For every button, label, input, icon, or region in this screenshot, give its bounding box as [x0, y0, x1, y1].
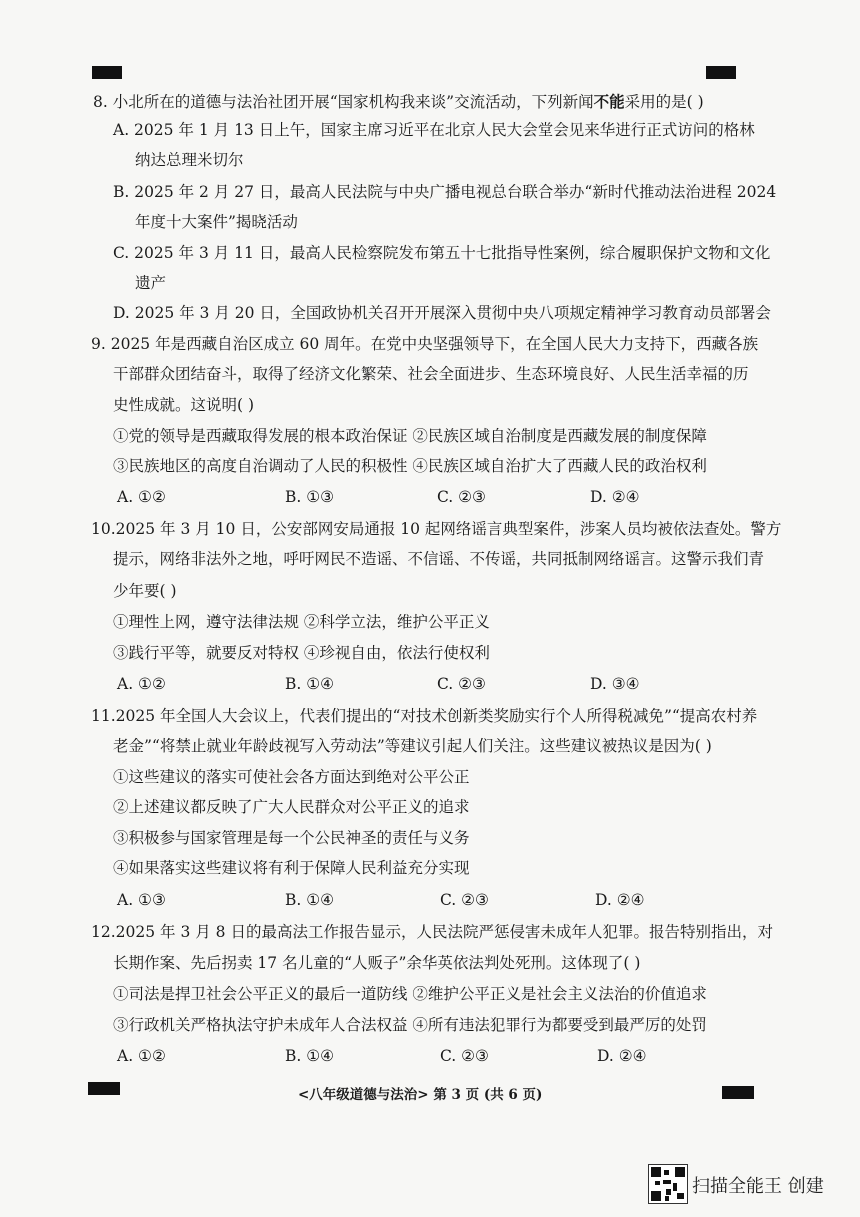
question-9-statements-3-4: ③民族地区的高度自治调动了人民的积极性 ④民族区域自治扩大了西藏人民的政治权利 — [113, 457, 707, 475]
question-11-choice-c: C. ②③ — [440, 891, 489, 909]
page-footer: <八年级道德与法治> 第 3 页 (共 6 页) — [298, 1087, 543, 1103]
question-8-stem-part1: 8. 小北所在的道德与法治社团开展“国家机构我来谈”交流活动，下列新闻 — [93, 93, 594, 111]
question-9-choice-b: B. ①③ — [285, 488, 335, 506]
question-11-statement-2: ②上述建议都反映了广大人民群众对公平正义的追求 — [113, 798, 470, 816]
question-10-statements-1-2: ①理性上网，遵守法律法规 ②科学立法，维护公平正义 — [113, 613, 490, 631]
question-9-stem-line2: 干部群众团结奋斗，取得了经济文化繁荣、社会全面进步、生态环境良好、人民生活幸福的历 — [113, 365, 749, 383]
question-11-choice-a: A. ①③ — [117, 891, 166, 909]
question-8-option-c-line2: 遗产 — [135, 274, 167, 292]
question-11-stem-line2: 老金”“将禁止就业年龄歧视写入劳动法”等建议引起人们关注。这些建议被热议是因为( ) — [113, 737, 712, 755]
question-8-option-b-line1: B. 2025 年 2 月 27 日，最高人民法院与中央广播电视总台联合举办“新时代推动法治进程 2024 — [113, 183, 777, 201]
question-10-choice-c: C. ②③ — [437, 675, 486, 693]
question-8-stem-part2: 采用的是( ) — [624, 93, 704, 111]
scanner-watermark: 扫描全能王 创建 — [692, 1176, 824, 1197]
registration-mark-bottom-left — [88, 1082, 120, 1095]
question-9-choice-d: D. ②④ — [590, 488, 640, 506]
question-12-statements-1-2: ①司法是捍卫社会公平正义的最后一道防线 ②维护公平正义是社会主义法治的价值追求 — [113, 985, 707, 1003]
question-8-option-d: D. 2025 年 3 月 20 日，全国政协机关召开开展深入贯彻中央八项规定精神学习教育动员部署会 — [113, 304, 771, 322]
question-10-choice-b: B. ①④ — [285, 675, 335, 693]
question-12-choice-c: C. ②③ — [440, 1047, 489, 1065]
question-11-statement-3: ③积极参与国家管理是每一个公民神圣的责任与义务 — [113, 829, 470, 847]
question-12-choice-b: B. ①④ — [285, 1047, 335, 1065]
question-8-option-c-line1: C. 2025 年 3 月 11 日，最高人民检察院发布第五十七批指导性案例，综合履职保护文物和文化 — [113, 244, 771, 262]
question-9-stem-line1: 9. 2025 年是西藏自治区成立 60 周年。在党中央坚强领导下，在全国人民大力支持下，西藏各族 — [91, 335, 759, 353]
question-11-statement-1: ①这些建议的落实可使社会各方面达到绝对公平公正 — [113, 768, 470, 786]
registration-mark-bottom-right — [722, 1086, 754, 1099]
question-10-stem-line1: 10.2025 年 3 月 10 日，公安部网安局通报 10 起网络谣言典型案件，涉案人员均被依法查处。警方 — [91, 520, 782, 538]
question-10-stem-line2: 提示，网络非法外之地，呼吁网民不造谣、不信谣、不传谣，共同抵制网络谣言。这警示我们青 — [113, 550, 765, 568]
question-12-stem-line1: 12.2025 年 3 月 8 日的最高法工作报告显示，人民法院严惩侵害未成年人犯罪。报告特别指出，对 — [91, 923, 773, 941]
question-8-option-b-line2: 年度十大案件”揭晓活动 — [135, 213, 298, 231]
question-10-stem-line3: 少年要( ) — [113, 582, 177, 600]
question-12-statements-3-4: ③行政机关严格执法守护未成年人合法权益 ④所有违法犯罪行为都要受到最严厉的处罚 — [113, 1016, 707, 1034]
question-9-statements-1-2: ①党的领导是西藏取得发展的根本政治保证 ②民族区域自治制度是西藏发展的制度保障 — [113, 427, 707, 445]
question-11-choice-b: B. ①④ — [285, 891, 335, 909]
question-9-choice-a: A. ①② — [117, 488, 166, 506]
question-12-choice-d: D. ②④ — [597, 1047, 647, 1065]
question-8-option-a-line1: A. 2025 年 1 月 13 日上午，国家主席习近平在北京人民大会堂会见来华进行正式访问的格林 — [113, 121, 755, 139]
question-10-choice-a: A. ①② — [117, 675, 166, 693]
question-9-choice-c: C. ②③ — [437, 488, 486, 506]
registration-mark-top-left — [92, 66, 122, 79]
qr-code-icon — [648, 1164, 688, 1204]
question-9-stem-line3: 史性成就。这说明( ) — [113, 396, 255, 414]
question-8-option-a-line2: 纳达总理米切尔 — [135, 151, 244, 169]
question-10-choice-d: D. ③④ — [590, 675, 640, 693]
question-8-emphasis: 不能 — [593, 92, 625, 111]
question-8-stem — [93, 92, 704, 112]
question-10-statements-3-4: ③践行平等，就要反对特权 ④珍视自由，依法行使权利 — [113, 644, 490, 662]
question-11-statement-4: ④如果落实这些建议将有利于保障人民利益充分实现 — [113, 859, 470, 877]
question-12-choice-a: A. ①② — [117, 1047, 166, 1065]
registration-mark-top-right — [706, 66, 736, 79]
question-12-stem-line2: 长期作案、先后拐卖 17 名儿童的“人贩子”余华英依法判处死刑。这体现了( ) — [113, 954, 641, 972]
question-11-choice-d: D. ②④ — [595, 891, 645, 909]
question-11-stem-line1: 11.2025 年全国人大会议上，代表们提出的“对技术创新类奖励实行个人所得税减免”“提高农村养 — [91, 707, 758, 725]
